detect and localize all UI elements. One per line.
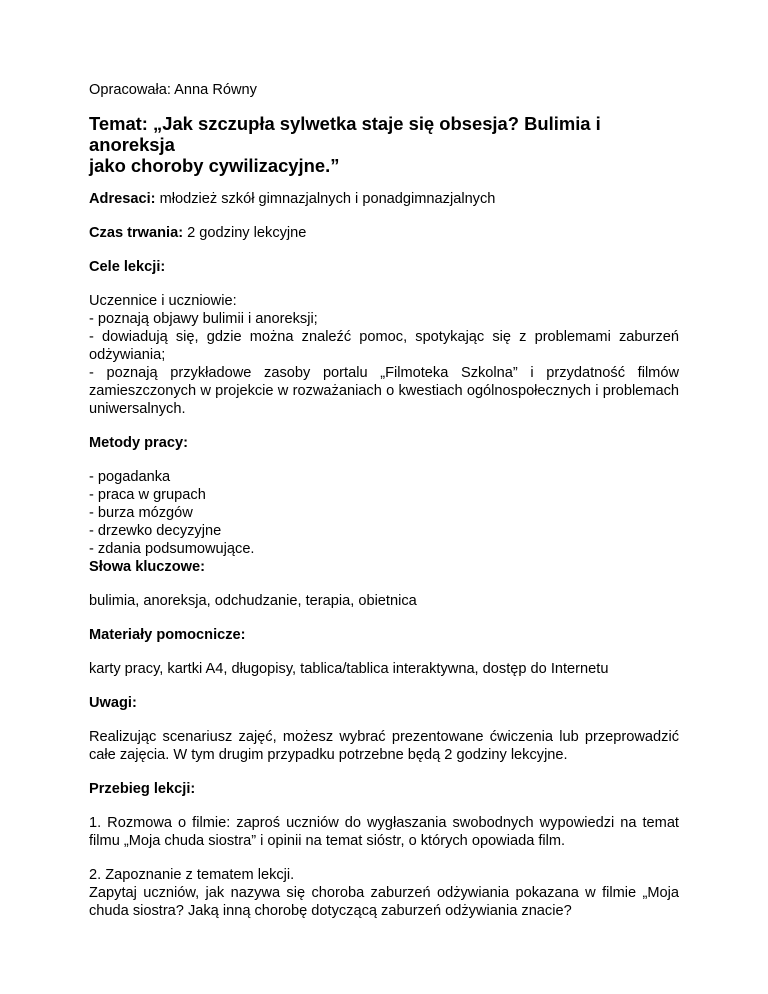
course-heading: Przebieg lekcji: xyxy=(89,781,196,797)
method-item: - burza mózgów xyxy=(89,505,193,521)
course-step-1: 1. Rozmowa o filmie: zaproś uczniów do wygłaszania swobodnych wypowiedzi na temat filmu „Moja chuda siostra” i opinii na temat sióstr, o których opowiada film. xyxy=(89,815,679,849)
method-item: - pogadanka xyxy=(89,469,171,485)
duration-label: Czas trwania: xyxy=(89,225,184,241)
document-page xyxy=(89,81,679,920)
duration-line xyxy=(89,224,679,242)
materials-text: karty pracy, kartki A4, długopisy, tablica/tablica interaktywna, dostęp do Internetu xyxy=(89,661,609,677)
materials-heading: Materiały pomocnicze: xyxy=(89,627,246,643)
keywords-text: bulimia, anoreksja, odchudzanie, terapia, obietnica xyxy=(89,593,417,609)
lesson-title-line-1: Temat: „Jak szczupła sylwetka staje się obsesja? Bulimia i anoreksja xyxy=(89,113,601,155)
method-item: - praca w grupach xyxy=(89,487,206,503)
audience-label: Adresaci: xyxy=(89,191,156,207)
audience-line xyxy=(89,190,679,208)
goals-heading: Cele lekcji: xyxy=(89,259,166,275)
notes-text: Realizując scenariusz zajęć, możesz wybrać prezentowane ćwiczenia lub przeprowadzić całe zajęcia. W tym drugim przypadku potrzebne będą 2 godziny lekcyjne. xyxy=(89,729,679,763)
methods-heading: Metody pracy: xyxy=(89,435,188,451)
duration-value: 2 godziny lekcyjne xyxy=(183,225,307,241)
audience-value: młodzież szkół gimnazjalnych i ponadgimnazjalnych xyxy=(155,191,496,207)
method-item: - zdania podsumowujące. xyxy=(89,541,255,557)
goals-intro: Uczennice i uczniowie: xyxy=(89,293,237,309)
methods-list xyxy=(89,468,679,558)
goal-item: - poznają przykładowe zasoby portalu „Filmoteka Szkolna” i przydatność filmów zamieszczonych w projekcie w rozważaniach o kwestiach ogólnospołecznych i problemach uniwersalnych. xyxy=(89,365,679,417)
goal-item: - dowiadują się, gdzie można znaleźć pomoc, spotykając się z problemami zaburzeń odżywiania; xyxy=(89,329,679,363)
course-step-2-text: Zapytaj uczniów, jak nazywa się choroba zaburzeń odżywiania pokazana w filmie „Moja chuda siostra? Jaką inną chorobę dotyczącą zaburzeń odżywiania znacie? xyxy=(89,885,679,919)
lesson-title-line-2: jako choroby cywilizacyjne.” xyxy=(89,155,340,176)
goals-section xyxy=(89,292,679,418)
author-line: Opracowała: Anna Równy xyxy=(89,82,257,98)
notes-heading: Uwagi: xyxy=(89,695,137,711)
course-step-2-title: 2. Zapoznanie z tematem lekcji. xyxy=(89,867,295,883)
lesson-title xyxy=(89,113,679,176)
course-step-2 xyxy=(89,866,679,920)
method-item: - drzewko decyzyjne xyxy=(89,523,222,539)
keywords-heading: Słowa kluczowe: xyxy=(89,559,205,575)
goal-item: - poznają objawy bulimii i anoreksji; xyxy=(89,311,318,327)
